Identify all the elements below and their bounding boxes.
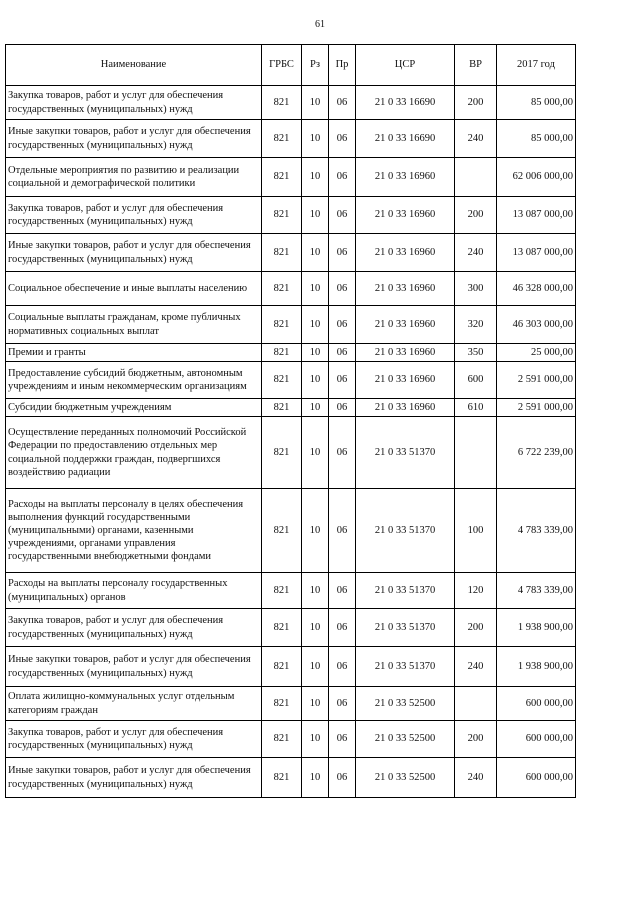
cell-grbs: 821 [262, 573, 302, 609]
cell-amount: 2 591 000,00 [497, 362, 576, 399]
cell-name: Отдельные мероприятия по развитию и реализации социальной и демографической политики [6, 158, 262, 197]
cell-rz: 10 [302, 234, 329, 272]
cell-name: Иные закупки товаров, работ и услуг для обеспечения государственных (муниципальных) нужд [6, 647, 262, 687]
cell-name: Закупка товаров, работ и услуг для обеспечения государственных (муниципальных) нужд [6, 721, 262, 758]
cell-vr: 100 [455, 489, 497, 573]
cell-amount: 25 000,00 [497, 344, 576, 362]
table-row [6, 687, 576, 721]
cell-pr: 06 [329, 86, 356, 120]
cell-vr: 200 [455, 197, 497, 234]
header-rz: Рз [302, 45, 329, 86]
cell-vr: 240 [455, 758, 497, 798]
cell-csr: 21 0 33 52500 [356, 721, 455, 758]
cell-pr: 06 [329, 362, 356, 399]
table-row [6, 344, 576, 362]
cell-vr: 240 [455, 647, 497, 687]
cell-pr: 06 [329, 158, 356, 197]
table-row [6, 399, 576, 417]
cell-rz: 10 [302, 158, 329, 197]
header-year: 2017 год [497, 45, 576, 86]
cell-amount: 46 328 000,00 [497, 272, 576, 306]
cell-grbs: 821 [262, 399, 302, 417]
table-row [6, 489, 576, 573]
cell-amount: 6 722 239,00 [497, 417, 576, 489]
cell-vr [455, 417, 497, 489]
cell-rz: 10 [302, 573, 329, 609]
cell-pr: 06 [329, 647, 356, 687]
table-row [6, 197, 576, 234]
cell-amount: 62 006 000,00 [497, 158, 576, 197]
cell-rz: 10 [302, 647, 329, 687]
cell-pr: 06 [329, 609, 356, 647]
cell-csr: 21 0 33 16960 [356, 362, 455, 399]
cell-csr: 21 0 33 51370 [356, 489, 455, 573]
cell-rz: 10 [302, 721, 329, 758]
cell-vr: 200 [455, 86, 497, 120]
cell-grbs: 821 [262, 687, 302, 721]
cell-csr: 21 0 33 16960 [356, 158, 455, 197]
cell-rz: 10 [302, 197, 329, 234]
cell-name: Предоставление субсидий бюджетным, автономным учреждениям и иным некоммерческим организациям [6, 362, 262, 399]
cell-csr: 21 0 33 16690 [356, 86, 455, 120]
cell-amount: 85 000,00 [497, 86, 576, 120]
cell-amount: 1 938 900,00 [497, 647, 576, 687]
cell-grbs: 821 [262, 417, 302, 489]
cell-rz: 10 [302, 120, 329, 158]
cell-pr: 06 [329, 197, 356, 234]
cell-grbs: 821 [262, 362, 302, 399]
cell-grbs: 821 [262, 758, 302, 798]
cell-name: Закупка товаров, работ и услуг для обеспечения государственных (муниципальных) нужд [6, 86, 262, 120]
cell-rz: 10 [302, 489, 329, 573]
cell-pr: 06 [329, 306, 356, 344]
cell-rz: 10 [302, 758, 329, 798]
cell-name: Расходы на выплаты персоналу в целях обеспечения выполнения функций государственными (муниципальными) органами, казенными учреждениями, органами управления государственными внебюджетными фондами [6, 489, 262, 573]
cell-grbs: 821 [262, 609, 302, 647]
cell-vr: 600 [455, 362, 497, 399]
cell-rz: 10 [302, 417, 329, 489]
table-row [6, 120, 576, 158]
cell-name: Иные закупки товаров, работ и услуг для обеспечения государственных (муниципальных) нужд [6, 234, 262, 272]
cell-csr: 21 0 33 16690 [356, 120, 455, 158]
page-number: 61 [315, 19, 325, 30]
cell-pr: 06 [329, 489, 356, 573]
cell-name: Социальные выплаты гражданам, кроме публичных нормативных социальных выплат [6, 306, 262, 344]
cell-rz: 10 [302, 272, 329, 306]
cell-vr [455, 158, 497, 197]
cell-rz: 10 [302, 344, 329, 362]
cell-name: Расходы на выплаты персоналу государственных (муниципальных) органов [6, 573, 262, 609]
cell-amount: 46 303 000,00 [497, 306, 576, 344]
table-header-row [6, 45, 576, 86]
cell-amount: 13 087 000,00 [497, 197, 576, 234]
table-row [6, 272, 576, 306]
table-row [6, 609, 576, 647]
table-row [6, 306, 576, 344]
cell-csr: 21 0 33 52500 [356, 758, 455, 798]
cell-grbs: 821 [262, 489, 302, 573]
cell-name: Закупка товаров, работ и услуг для обеспечения государственных (муниципальных) нужд [6, 609, 262, 647]
cell-amount: 600 000,00 [497, 721, 576, 758]
table-row [6, 573, 576, 609]
cell-grbs: 821 [262, 721, 302, 758]
cell-name: Иные закупки товаров, работ и услуг для обеспечения государственных (муниципальных) нужд [6, 120, 262, 158]
cell-pr: 06 [329, 687, 356, 721]
header-vr: ВР [455, 45, 497, 86]
cell-pr: 06 [329, 344, 356, 362]
cell-rz: 10 [302, 687, 329, 721]
cell-pr: 06 [329, 758, 356, 798]
cell-grbs: 821 [262, 120, 302, 158]
cell-csr: 21 0 33 51370 [356, 647, 455, 687]
table-row [6, 234, 576, 272]
cell-name: Осуществление переданных полномочий Российской Федерации по предоставлению отдельных мер социальной поддержки граждан, подвергшихся воздействию радиации [6, 417, 262, 489]
cell-pr: 06 [329, 417, 356, 489]
cell-grbs: 821 [262, 158, 302, 197]
cell-name: Социальное обеспечение и иные выплаты населению [6, 272, 262, 306]
cell-csr: 21 0 33 16960 [356, 234, 455, 272]
cell-pr: 06 [329, 272, 356, 306]
cell-csr: 21 0 33 52500 [356, 687, 455, 721]
cell-rz: 10 [302, 399, 329, 417]
cell-amount: 4 783 339,00 [497, 489, 576, 573]
cell-pr: 06 [329, 721, 356, 758]
cell-rz: 10 [302, 362, 329, 399]
cell-name: Закупка товаров, работ и услуг для обеспечения государственных (муниципальных) нужд [6, 197, 262, 234]
cell-name: Премии и гранты [6, 344, 262, 362]
cell-csr: 21 0 33 51370 [356, 609, 455, 647]
cell-amount: 1 938 900,00 [497, 609, 576, 647]
cell-name: Субсидии бюджетным учреждениям [6, 399, 262, 417]
cell-name: Иные закупки товаров, работ и услуг для обеспечения государственных (муниципальных) нужд [6, 758, 262, 798]
cell-vr: 200 [455, 609, 497, 647]
cell-amount: 600 000,00 [497, 687, 576, 721]
cell-grbs: 821 [262, 272, 302, 306]
cell-grbs: 821 [262, 647, 302, 687]
cell-csr: 21 0 33 16960 [356, 344, 455, 362]
cell-csr: 21 0 33 16960 [356, 399, 455, 417]
table-row [6, 721, 576, 758]
cell-csr: 21 0 33 16960 [356, 272, 455, 306]
cell-amount: 4 783 339,00 [497, 573, 576, 609]
cell-csr: 21 0 33 51370 [356, 573, 455, 609]
cell-rz: 10 [302, 609, 329, 647]
cell-amount: 2 591 000,00 [497, 399, 576, 417]
cell-pr: 06 [329, 573, 356, 609]
header-grbs: ГРБС [262, 45, 302, 86]
cell-vr: 240 [455, 234, 497, 272]
cell-name: Оплата жилищно-коммунальных услуг отдельным категориям граждан [6, 687, 262, 721]
header-pr: Пр [329, 45, 356, 86]
cell-vr: 120 [455, 573, 497, 609]
cell-vr: 320 [455, 306, 497, 344]
cell-rz: 10 [302, 306, 329, 344]
cell-vr: 300 [455, 272, 497, 306]
cell-amount: 600 000,00 [497, 758, 576, 798]
cell-vr: 240 [455, 120, 497, 158]
table-row [6, 362, 576, 399]
cell-vr [455, 687, 497, 721]
table-row [6, 647, 576, 687]
table-row [6, 417, 576, 489]
table-body [6, 86, 576, 798]
table-row [6, 86, 576, 120]
cell-pr: 06 [329, 120, 356, 158]
cell-grbs: 821 [262, 86, 302, 120]
budget-table [5, 44, 576, 798]
cell-rz: 10 [302, 86, 329, 120]
cell-vr: 610 [455, 399, 497, 417]
cell-pr: 06 [329, 399, 356, 417]
cell-csr: 21 0 33 16960 [356, 306, 455, 344]
table-row [6, 758, 576, 798]
header-csr: ЦСР [356, 45, 455, 86]
cell-amount: 13 087 000,00 [497, 234, 576, 272]
table-row [6, 158, 576, 197]
cell-grbs: 821 [262, 197, 302, 234]
cell-amount: 85 000,00 [497, 120, 576, 158]
cell-csr: 21 0 33 51370 [356, 417, 455, 489]
cell-grbs: 821 [262, 344, 302, 362]
cell-csr: 21 0 33 16960 [356, 197, 455, 234]
cell-grbs: 821 [262, 306, 302, 344]
header-name: Наименование [6, 45, 262, 86]
cell-vr: 350 [455, 344, 497, 362]
cell-grbs: 821 [262, 234, 302, 272]
cell-pr: 06 [329, 234, 356, 272]
cell-vr: 200 [455, 721, 497, 758]
